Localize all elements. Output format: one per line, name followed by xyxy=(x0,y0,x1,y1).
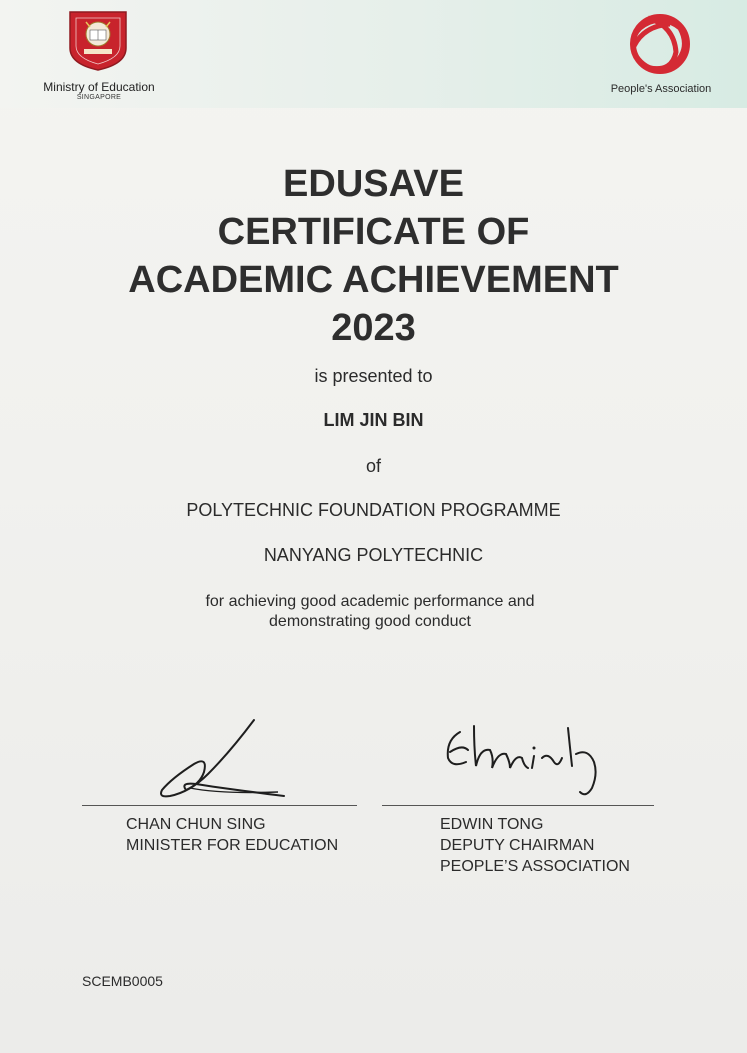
signature-line-right xyxy=(382,805,654,806)
of-text: of xyxy=(365,456,381,476)
title-line-3: ACADEMIC ACHIEVEMENT xyxy=(128,259,619,301)
moe-crest-icon xyxy=(66,8,130,72)
moe-subtitle: SINGAPORE xyxy=(76,94,122,101)
title-line-2: CERTIFICATE OF xyxy=(217,211,530,253)
pa-logo-icon xyxy=(620,6,700,82)
signatory-right-title-1: DEPUTY CHAIRMAN xyxy=(440,837,595,854)
institution-name: NANYANG POLYTECHNIC xyxy=(263,545,484,565)
moe-name: Ministry of Education xyxy=(43,80,155,94)
signatory-left-name: CHAN CHUN SING xyxy=(126,816,266,833)
recipient-name: LIM JIN BIN xyxy=(323,410,424,430)
reason-line-2: demonstrating good conduct xyxy=(269,613,471,630)
signatory-right-title-2: PEOPLE’S ASSOCIATION xyxy=(440,858,630,875)
programme-name: POLYTECHNIC FOUNDATION PROGRAMME xyxy=(186,500,561,520)
title-line-4: 2023 xyxy=(331,307,416,349)
signatory-left xyxy=(126,814,338,856)
signature-right-icon xyxy=(438,718,618,800)
award-reason xyxy=(100,592,640,632)
signatory-right xyxy=(440,814,630,877)
certificate-title xyxy=(60,160,687,352)
serial-number: SCEMB0005 xyxy=(82,973,163,989)
signatory-right-name: EDWIN TONG xyxy=(440,816,544,833)
title-line-1: EDUSAVE xyxy=(283,163,464,205)
presented-text: is presented to xyxy=(314,366,433,386)
signatory-left-title: MINISTER FOR EDUCATION xyxy=(126,837,339,854)
signature-left-icon xyxy=(150,712,290,802)
reason-line-1: for achieving good academic performance and xyxy=(205,593,535,610)
pa-name: People's Association xyxy=(610,83,712,95)
signature-line-left xyxy=(82,805,357,806)
